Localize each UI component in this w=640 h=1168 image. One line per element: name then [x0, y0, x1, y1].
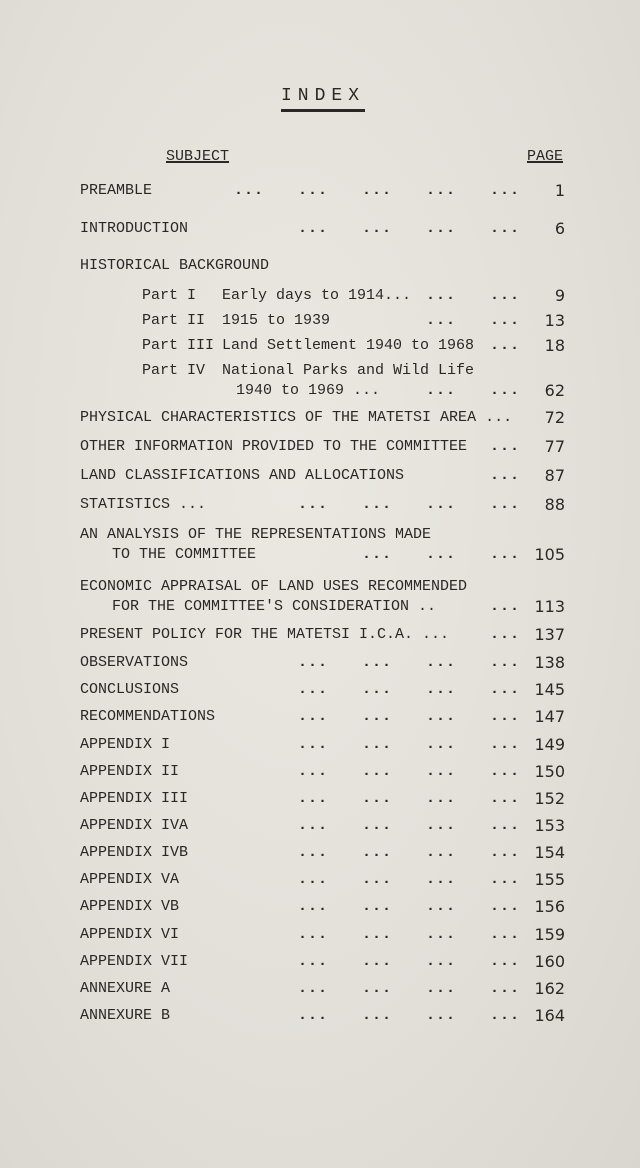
leader-dots: ... [234, 182, 265, 199]
leader-dots: ... [426, 1007, 457, 1024]
index-entry [0, 951, 640, 973]
entry-subject: CONCLUSIONS [80, 681, 180, 698]
leader-dots: ... [298, 817, 329, 834]
leader-dots: ... [362, 496, 393, 513]
entry-page-number: 1 [554, 181, 565, 200]
leader-dots: ... [362, 182, 393, 199]
entry-subject: HISTORICAL BACKGROUND [80, 257, 270, 274]
entry-subject: AN ANALYSIS OF THE REPRESENTATIONS MADE [80, 526, 432, 543]
entry-page-number: 150 [534, 762, 565, 781]
entry-subject: APPENDIX IVA [80, 817, 189, 834]
index-entry [0, 465, 640, 487]
leader-dots: ... [490, 898, 521, 915]
index-entry [0, 788, 640, 810]
leader-dots: ... [490, 953, 521, 970]
entry-page-number: 13 [544, 311, 565, 330]
entry-part-description: Land Settlement 1940 to 1968 [222, 337, 475, 354]
leader-dots: ... [298, 708, 329, 725]
index-entry [0, 679, 640, 701]
entry-subject: ANNEXURE A [80, 980, 171, 997]
entry-page-number: 62 [544, 381, 565, 400]
leader-dots: ... [426, 312, 457, 329]
leader-dots: ... [362, 926, 393, 943]
leader-dots: ... [298, 681, 329, 698]
entry-subject: OBSERVATIONS [80, 654, 189, 671]
leader-dots: ... [362, 546, 393, 563]
entry-subject: PHYSICAL CHARACTERISTICS OF THE MATETSI AREA ... [80, 409, 513, 426]
entry-subject: APPENDIX VII [80, 953, 189, 970]
entry-part-description: Early days to 1914... [222, 287, 412, 304]
leader-dots: ... [490, 312, 521, 329]
entry-page-number: 154 [534, 843, 565, 862]
leader-dots: ... [490, 287, 521, 304]
entry-subject: APPENDIX II [80, 763, 180, 780]
entry-subject: RECOMMENDATIONS [80, 708, 216, 725]
index-entry [0, 842, 640, 864]
leader-dots: ... [426, 287, 457, 304]
index-entry [0, 524, 640, 546]
leader-dots: ... [362, 763, 393, 780]
page-title: INDEX [0, 86, 640, 106]
leader-dots: ... [298, 790, 329, 807]
page-column-header: PAGE [526, 148, 563, 165]
leader-dots: ... [490, 681, 521, 698]
leader-dots: ... [298, 736, 329, 753]
leader-dots: ... [362, 1007, 393, 1024]
leader-dots: ... [490, 496, 521, 513]
entry-page-number: 9 [554, 286, 565, 305]
leader-dots: ... [426, 980, 457, 997]
entry-page-number: 147 [534, 707, 565, 726]
entry-subject: LAND CLASSIFICATIONS AND ALLOCATIONS [80, 467, 405, 484]
index-entry [0, 218, 640, 240]
leader-dots: ... [298, 926, 329, 943]
leader-dots: ... [490, 736, 521, 753]
index-entry [0, 734, 640, 756]
index-entry [0, 335, 640, 357]
entry-subject: APPENDIX IVB [80, 844, 189, 861]
leader-dots: ... [426, 546, 457, 563]
entry-subject-continued: TO THE COMMITTEE [112, 546, 257, 563]
leader-dots: ... [298, 1007, 329, 1024]
entry-subject: PREAMBLE [80, 182, 153, 199]
leader-dots: ... [490, 817, 521, 834]
leader-dots: ... [490, 467, 521, 484]
index-entry [0, 310, 640, 332]
entry-part: Part II [142, 312, 206, 329]
leader-dots: ... [490, 626, 521, 643]
index-entry [0, 815, 640, 837]
entry-subject: ECONOMIC APPRAISAL OF LAND USES RECOMMENDED [80, 578, 468, 595]
index-entry [0, 978, 640, 1000]
entry-page-number: 153 [534, 816, 565, 835]
leader-dots: ... [490, 654, 521, 671]
entry-subject: APPENDIX VI [80, 926, 180, 943]
leader-dots: ... [490, 337, 521, 354]
entry-subject: STATISTICS ... [80, 496, 207, 513]
leader-dots: ... [298, 182, 329, 199]
entry-part-description-continued: 1940 to 1969 ... [236, 382, 381, 399]
leader-dots: ... [362, 817, 393, 834]
entry-page-number: 87 [544, 466, 565, 485]
leader-dots: ... [426, 654, 457, 671]
leader-dots: ... [490, 871, 521, 888]
index-entry [0, 576, 640, 598]
entry-page-number: 6 [554, 219, 565, 238]
entry-page-number: 160 [534, 952, 565, 971]
entry-subject: APPENDIX VB [80, 898, 180, 915]
leader-dots: ... [298, 980, 329, 997]
leader-dots: ... [298, 763, 329, 780]
leader-dots: ... [426, 844, 457, 861]
leader-dots: ... [490, 763, 521, 780]
leader-dots: ... [298, 871, 329, 888]
leader-dots: ... [362, 790, 393, 807]
leader-dots: ... [362, 681, 393, 698]
entry-part-description: National Parks and Wild Life [222, 362, 475, 379]
leader-dots: ... [426, 790, 457, 807]
index-entry [0, 380, 640, 402]
leader-dots: ... [362, 654, 393, 671]
entry-page-number: 155 [534, 870, 565, 889]
entry-subject-continued: FOR THE COMMITTEE'S CONSIDERATION .. [112, 598, 437, 615]
leader-dots: ... [362, 708, 393, 725]
entry-page-number: 145 [534, 680, 565, 699]
index-entry [0, 494, 640, 516]
entry-subject: ANNEXURE B [80, 1007, 171, 1024]
entry-part: Part I [142, 287, 197, 304]
leader-dots: ... [426, 382, 457, 399]
index-entry [0, 255, 640, 277]
leader-dots: ... [490, 844, 521, 861]
leader-dots: ... [426, 708, 457, 725]
entry-page-number: 105 [534, 545, 565, 564]
leader-dots: ... [426, 763, 457, 780]
index-entry [0, 869, 640, 891]
leader-dots: ... [490, 1007, 521, 1024]
entry-page-number: 137 [534, 625, 565, 644]
leader-dots: ... [426, 817, 457, 834]
leader-dots: ... [298, 654, 329, 671]
leader-dots: ... [298, 898, 329, 915]
leader-dots: ... [362, 844, 393, 861]
entry-page-number: 162 [534, 979, 565, 998]
index-entry [0, 596, 640, 618]
entry-subject: APPENDIX III [80, 790, 189, 807]
index-entry [0, 1005, 640, 1027]
leader-dots: ... [362, 898, 393, 915]
entry-page-number: 113 [534, 597, 565, 616]
leader-dots: ... [426, 953, 457, 970]
entry-page-number: 149 [534, 735, 565, 754]
entry-subject: INTRODUCTION [80, 220, 189, 237]
leader-dots: ... [362, 871, 393, 888]
leader-dots: ... [298, 953, 329, 970]
leader-dots: ... [426, 182, 457, 199]
leader-dots: ... [490, 382, 521, 399]
index-entry [0, 436, 640, 458]
entry-part: Part III [142, 337, 215, 354]
index-entry [0, 285, 640, 307]
index-entry [0, 360, 640, 382]
entry-subject: OTHER INFORMATION PROVIDED TO THE COMMITTEE [80, 438, 468, 455]
index-entry [0, 407, 640, 429]
leader-dots: ... [426, 681, 457, 698]
entry-page-number: 159 [534, 925, 565, 944]
leader-dots: ... [490, 220, 521, 237]
leader-dots: ... [426, 898, 457, 915]
leader-dots: ... [426, 736, 457, 753]
leader-dots: ... [426, 496, 457, 513]
index-entry [0, 896, 640, 918]
entry-subject: APPENDIX VA [80, 871, 180, 888]
index-entry [0, 544, 640, 566]
leader-dots: ... [426, 871, 457, 888]
index-entry [0, 761, 640, 783]
leader-dots: ... [490, 438, 521, 455]
index-entry [0, 924, 640, 946]
entry-page-number: 164 [534, 1006, 565, 1025]
leader-dots: ... [298, 844, 329, 861]
leader-dots: ... [426, 220, 457, 237]
subject-column-header: SUBJECT [166, 148, 230, 165]
leader-dots: ... [490, 980, 521, 997]
entry-page-number: 72 [544, 408, 565, 427]
entry-page-number: 88 [544, 495, 565, 514]
entry-part: Part IV [142, 362, 206, 379]
leader-dots: ... [362, 736, 393, 753]
leader-dots: ... [362, 220, 393, 237]
entry-subject: PRESENT POLICY FOR THE MATETSI I.C.A. ... [80, 626, 450, 643]
entry-subject: APPENDIX I [80, 736, 171, 753]
index-entry [0, 624, 640, 646]
leader-dots: ... [362, 953, 393, 970]
entry-part-description: 1915 to 1939 [222, 312, 331, 329]
entry-page-number: 156 [534, 897, 565, 916]
leader-dots: ... [362, 980, 393, 997]
leader-dots: ... [490, 182, 521, 199]
index-entry [0, 706, 640, 728]
index-entry [0, 180, 640, 202]
leader-dots: ... [298, 220, 329, 237]
leader-dots: ... [298, 496, 329, 513]
leader-dots: ... [426, 926, 457, 943]
entry-page-number: 138 [534, 653, 565, 672]
leader-dots: ... [490, 790, 521, 807]
index-entry [0, 652, 640, 674]
leader-dots: ... [490, 546, 521, 563]
leader-dots: ... [490, 708, 521, 725]
leader-dots: ... [490, 598, 521, 615]
entry-page-number: 18 [544, 336, 565, 355]
leader-dots: ... [490, 926, 521, 943]
entry-page-number: 152 [534, 789, 565, 808]
entry-page-number: 77 [544, 437, 565, 456]
